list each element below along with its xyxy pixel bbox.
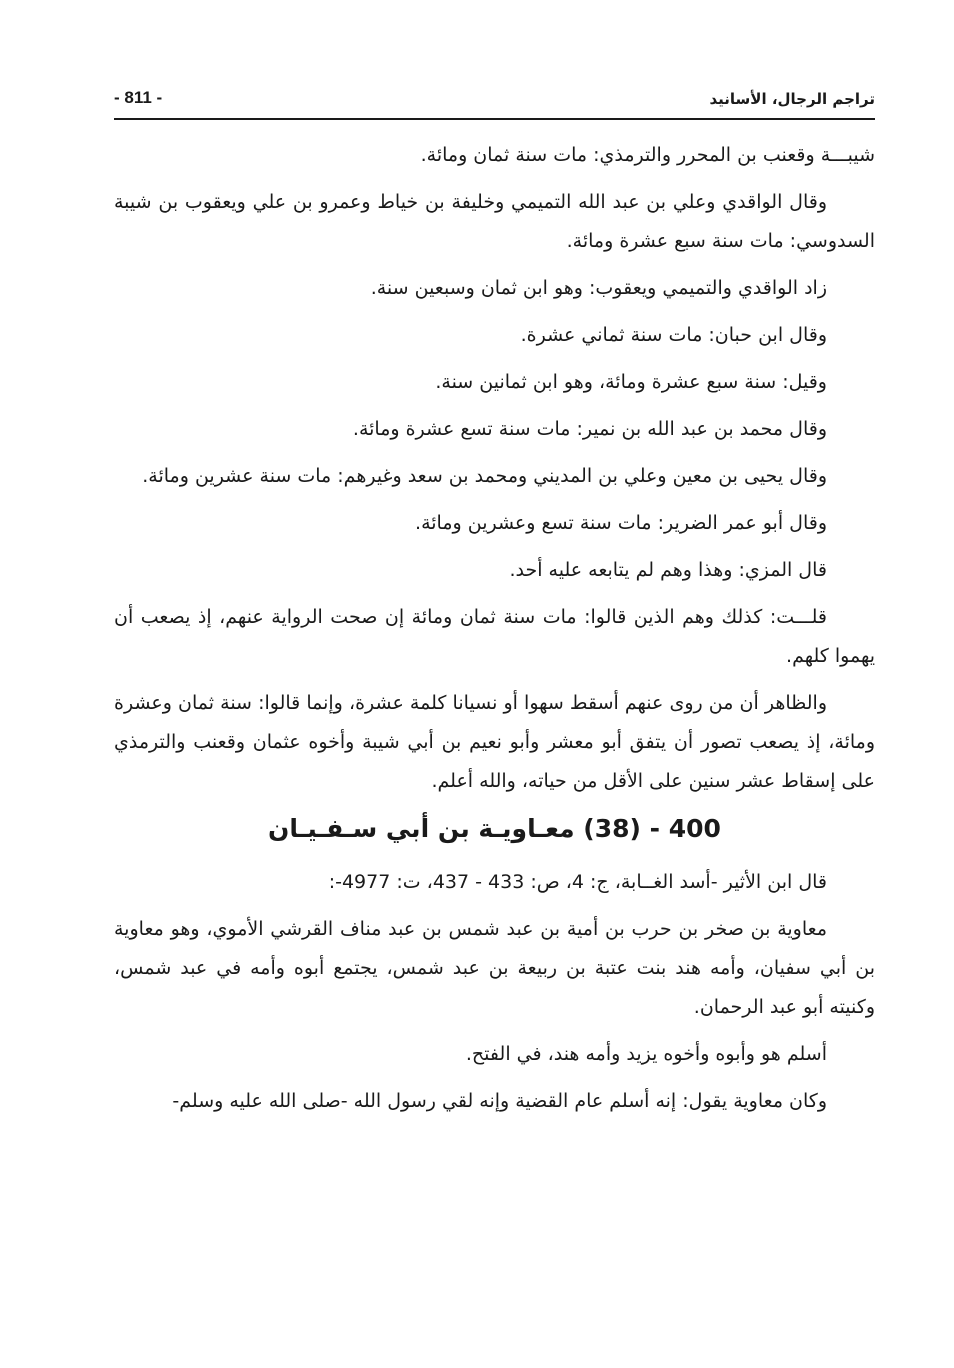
paragraph: زاد الواقدي والتميمي ويعقوب: وهو ابن ثمان وسبعين سنة.: [370, 277, 827, 299]
running-header: [114, 84, 875, 118]
paragraph: وقيل: سنة سبع عشرة ومائة، وهو ابن ثمانين سنة.: [435, 371, 827, 393]
running-header-title: تراجم الرجال، الأسانيد: [709, 90, 875, 108]
paragraph: وكان معاوية يقول: إنه أسلم عام القضية وإنه لقي رسول الله -صلى الله عليه وسلم-: [172, 1090, 827, 1112]
page-number: - 811 -: [114, 88, 163, 107]
paragraph: وقال ابن حبان: مات سنة ثماني عشرة.: [520, 324, 827, 346]
paragraph: وقال يحيى بن معين وعلي بن المديني ومحمد بن سعد وغيرهم: مات سنة عشرين ومائة.: [142, 465, 827, 487]
paragraph: والظاهر أن من روى عنهم أسقط سهوا أو نسيانا كلمة عشرة، وإنما قالوا: سنة ثمان وعشرة ومائة، إذ يصعب تصور أن يتفق أبو معشر وأبو نعيم بن أبي شيبة وأخوه عثمان وقعنب والترمذي على إسقاط عشر سنين على الأقل من حياته، والله أعلم.: [114, 692, 875, 792]
paragraph: وقال الواقدي وعلي بن عبد الله التميمي وخليفة بن خياط وعمرو بن علي ويعقوب بن شيبة السدوسي: مات سنة سبع عشرة ومائة.: [114, 191, 875, 252]
paragraph: شيبـــة وقعنب بن المحرر والترمذي: مات سنة ثمان ومائة.: [420, 144, 875, 166]
paragraph: قلـــت: كذلك وهم الذين قالوا: مات سنة ثمان ومائة إن صحت الرواية عنهم، إذ يصعب أن يهموا كلهم.: [114, 606, 875, 667]
paragraph: قال المزي: وهذا وهم لم يتابعه عليه أحد.: [509, 559, 827, 581]
entry-heading: 400 - (38) معـاويـة بن أبي سـفـيـان: [268, 814, 721, 843]
paragraph: قال ابن الأثير -أسد الغــابة، ج: 4، ص: 433 - 437، ت: 4977-:: [328, 871, 827, 893]
paragraph: وقال أبو عمر الضرير: مات سنة تسع وعشرين ومائة.: [415, 512, 827, 534]
paragraph: معاوية بن صخر بن حرب بن أمية بن عبد شمس بن عبد مناف القرشي الأموي، وهو معاوية بن أبي سفيان، وأمه هند بنت عتبة بن ربيعة بن عبد شمس، يجتمع أبوه وأمه في عبد شمس، وكنيته أبو عبد الرحمان.: [114, 918, 875, 1018]
page-body: [114, 136, 875, 1129]
paragraph: وقال محمد بن عبد الله بن نمير: مات سنة تسع عشرة ومائة.: [352, 418, 827, 440]
paragraph: أسلم هو وأبوه وأخوه يزيد وأمه هند، في الفتح.: [465, 1043, 827, 1065]
header-divider: [114, 118, 875, 120]
